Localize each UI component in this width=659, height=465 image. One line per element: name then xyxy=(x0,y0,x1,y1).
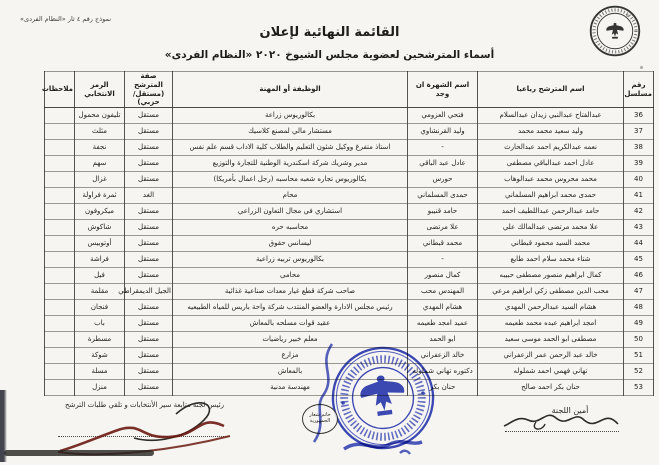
candidate-row xyxy=(45,268,654,284)
serial-cell: 43 xyxy=(624,220,654,236)
candidate-row xyxy=(45,140,654,156)
symbol-cell: باب xyxy=(75,316,125,332)
notes-cell xyxy=(45,204,75,220)
alias-cell: خالد الزعفراني xyxy=(408,348,478,364)
job-cell: مستشار مالي لمصنع كلاسيك xyxy=(173,124,408,140)
capacity-cell: الجيل الديمقراطي xyxy=(125,284,173,300)
symbol-cell: فراشة xyxy=(75,252,125,268)
notes-cell xyxy=(45,348,75,364)
alias-cell: دكتوره تهاني شملوله xyxy=(408,364,478,380)
serial-cell: 51 xyxy=(624,348,654,364)
scan-edge-artifact xyxy=(4,450,154,456)
header-serial: رقم مسلسل xyxy=(624,72,654,108)
alias-cell: محمد قبطاني xyxy=(408,236,478,252)
job-cell: مهندسة مدنية xyxy=(173,380,408,396)
job-cell: بكالوريوس تجاره شعبه محاسبه (رجل اعمال بأمريكا) xyxy=(173,172,408,188)
candidate-row xyxy=(45,316,654,332)
alias-cell: حمدى المسلماني xyxy=(408,188,478,204)
capacity-cell: مستقل xyxy=(125,332,173,348)
job-cell: بكالوريوس زراعة xyxy=(173,108,408,124)
candidate-row xyxy=(45,252,654,268)
symbol-cell: أوتوبيس xyxy=(75,236,125,252)
alias-cell: حورس xyxy=(408,172,478,188)
notes-cell xyxy=(45,188,75,204)
job-cell: معلم خبير رياضيات xyxy=(173,332,408,348)
job-cell: بالمعاش xyxy=(173,364,408,380)
symbol-cell: مسطرة xyxy=(75,332,125,348)
form-number-note: نموذج رقم ٤ ثار «النظام الفردى» xyxy=(20,15,112,23)
candidate-row xyxy=(45,188,654,204)
alias-cell: وليد القرنشاوي xyxy=(408,124,478,140)
blue-ink-scribble xyxy=(340,433,426,457)
candidate-name-cell: حامد عبدالرحمن عبداللطيف احمد xyxy=(478,204,624,220)
job-cell: رئيس مجلس الادارة والعضو المنتدب شركة واحة باريس للمياه الطبيعيه xyxy=(173,300,408,316)
symbol-cell: منزل xyxy=(75,380,125,396)
candidate-row xyxy=(45,300,654,316)
alias-cell: هشام المهدي xyxy=(408,300,478,316)
capacity-cell: مستقل xyxy=(125,316,173,332)
candidate-name-cell: مصطفى ابو الحمد موسى سعيد xyxy=(478,332,624,348)
notes-cell xyxy=(45,220,75,236)
symbol-cell: نجفة xyxy=(75,140,125,156)
serial-cell: 52 xyxy=(624,364,654,380)
job-cell: استشاري في مجال التعاون الزراعي xyxy=(173,204,408,220)
symbol-cell: شوكة xyxy=(75,348,125,364)
candidate-name-cell: حنان بكر احمد صالح xyxy=(478,380,624,396)
alias-cell: حامد قنيبو xyxy=(408,204,478,220)
capacity-cell: مستقل xyxy=(125,124,173,140)
symbol-cell: ثمرة فراولة xyxy=(75,188,125,204)
capacity-cell: مستقل xyxy=(125,236,173,252)
serial-cell: 36 xyxy=(624,108,654,124)
page-title: القائمة النهائية لإعلان xyxy=(259,25,400,40)
job-cell: محامى xyxy=(173,268,408,284)
candidate-name-cell: حمدى محمد ابراهيم المسلماني xyxy=(478,188,624,204)
notes-cell xyxy=(45,140,75,156)
serial-cell: 39 xyxy=(624,156,654,172)
capacity-cell: مستقل xyxy=(125,108,173,124)
capacity-cell: مستقل xyxy=(125,268,173,284)
serial-cell: 49 xyxy=(624,316,654,332)
header-notes: ملاحظات xyxy=(45,72,75,108)
header-job: الوظيفة أو المهنة xyxy=(173,72,408,108)
symbol-cell: مسلة xyxy=(75,364,125,380)
capacity-cell: مستقل xyxy=(125,252,173,268)
candidate-name-cell: كمال ابراهيم منصور مصطفى حبيبه xyxy=(478,268,624,284)
alias-cell: المهندس محب xyxy=(408,284,478,300)
capacity-cell: الغد xyxy=(125,188,173,204)
candidate-row xyxy=(45,284,654,300)
symbol-cell: ميكروفون xyxy=(75,204,125,220)
symbol-cell: فنجان xyxy=(75,300,125,316)
serial-cell: 47 xyxy=(624,284,654,300)
capacity-cell: مستقل xyxy=(125,140,173,156)
notes-cell xyxy=(45,380,75,396)
notes-cell xyxy=(45,268,75,284)
capacity-cell: مستقل xyxy=(125,348,173,364)
alias-cell: كمال منصور xyxy=(408,268,478,284)
notes-cell xyxy=(45,236,75,252)
alias-cell: فتحي العزومي xyxy=(408,108,478,124)
candidate-row xyxy=(45,108,654,124)
candidate-name-cell: تهاني فهمي احمد شملوله xyxy=(478,364,624,380)
candidate-row xyxy=(45,220,654,236)
job-cell: ليسانس حقوق xyxy=(173,236,408,252)
capacity-cell: مستقل xyxy=(125,300,173,316)
capacity-cell: مستقل xyxy=(125,156,173,172)
notes-cell xyxy=(45,108,75,124)
table-header-row xyxy=(45,72,654,108)
left-signature-title: رئيس لجنة متابعة سير الأنتخابات و تلقي طلبات الترشح xyxy=(64,401,225,409)
capacity-cell: مستقل xyxy=(125,364,173,380)
header-alias: اسم الشهرة ان وجد xyxy=(408,72,478,108)
job-cell: مزارع xyxy=(173,348,408,364)
alias-cell: عادل عبد الباقي xyxy=(408,156,478,172)
candidate-row xyxy=(45,156,654,172)
notes-cell xyxy=(45,156,75,172)
alias-cell: علا مرتضى xyxy=(408,220,478,236)
scan-speck xyxy=(626,14,629,17)
symbol-cell: مثلث xyxy=(75,124,125,140)
header-symbol: الرمز الانتخابي xyxy=(75,72,125,108)
candidate-name-cell: امجد ابراهيم عبده محمد طعيمه xyxy=(478,316,624,332)
serial-cell: 46 xyxy=(624,268,654,284)
serial-cell: 53 xyxy=(624,380,654,396)
job-cell: عقيد قوات مسلحه بالمعاش xyxy=(173,316,408,332)
notes-cell xyxy=(45,252,75,268)
candidate-name-cell: خالد عبد الرحمن عمر الزعفراني xyxy=(478,348,624,364)
notes-cell xyxy=(45,316,75,332)
symbol-cell: تليفون محمول xyxy=(75,108,125,124)
serial-cell: 40 xyxy=(624,172,654,188)
symbol-cell: فيل xyxy=(75,268,125,284)
candidate-name-cell: محب الدين مصطفى زكي ابراهيم مرعي xyxy=(478,284,624,300)
serial-cell: 37 xyxy=(624,124,654,140)
page-subtitle: أسماء المترشحين لعضوية مجلس الشيوخ ٢٠٢٠ «النظام الفردى» xyxy=(164,49,495,61)
symbol-cell: سهم xyxy=(75,156,125,172)
job-cell: بكالوريوس تربيه زراعية xyxy=(173,252,408,268)
serial-cell: 44 xyxy=(624,236,654,252)
job-cell: محام xyxy=(173,188,408,204)
candidate-name-cell: شتاء محمد سلام احمد طايع xyxy=(478,252,624,268)
serial-cell: 50 xyxy=(624,332,654,348)
candidate-row xyxy=(45,236,654,252)
job-cell: مدير وشريك شركة اسكندرية الوطنية للتجارة والتوزيع xyxy=(173,156,408,172)
right-signature-scribble xyxy=(500,400,626,440)
alias-cell: حنان بكر xyxy=(408,380,478,396)
alias-cell: ابو الحمد xyxy=(408,332,478,348)
notes-cell xyxy=(45,284,75,300)
serial-cell: 42 xyxy=(624,204,654,220)
scan-speck xyxy=(640,66,643,69)
candidate-name-cell: محمد محروس محمد عبدالوهاب xyxy=(478,172,624,188)
serial-cell: 41 xyxy=(624,188,654,204)
header-candidate-name: اسم المترشح رباعيا xyxy=(478,72,624,108)
notes-cell xyxy=(45,172,75,188)
alias-cell: - xyxy=(408,252,478,268)
symbol-cell: شاكوش xyxy=(75,220,125,236)
alias-cell: - xyxy=(408,140,478,156)
candidate-name-cell: محمد السيد محمود قبطاني xyxy=(478,236,624,252)
capacity-cell: مستقل xyxy=(125,172,173,188)
notes-cell xyxy=(45,332,75,348)
header-capacity: صفة المترشح (مستقل/حزبي) xyxy=(125,72,173,108)
candidate-row xyxy=(45,332,654,348)
serial-cell: 48 xyxy=(624,300,654,316)
candidate-row xyxy=(45,172,654,188)
capacity-cell: مستقل xyxy=(125,220,173,236)
serial-cell: 38 xyxy=(624,140,654,156)
candidate-name-cell: هشام السيد عبدالرحمن المهدي xyxy=(478,300,624,316)
symbol-cell: غزال xyxy=(75,172,125,188)
blue-ink-stroke xyxy=(300,340,342,446)
job-cell: صاحب شركة قطع غيار معدات صناعية غذائية xyxy=(173,284,408,300)
candidate-row xyxy=(45,124,654,140)
notes-cell xyxy=(45,124,75,140)
job-cell: استاذ متفرغ ووكيل شئون التعليم والطلاب كلية الاداب قسم علم نفس xyxy=(173,140,408,156)
seal-caption-stamp: خاتم شعار الجمهورية xyxy=(302,404,338,434)
alias-cell: عميد امجد طعيمه xyxy=(408,316,478,332)
symbol-cell: مقلمة xyxy=(75,284,125,300)
candidate-name-cell: عبدالفتاح عبدالنبي زيدان عبدالسلام xyxy=(478,108,624,124)
job-cell: محاسبه حره xyxy=(173,220,408,236)
candidate-name-cell: علا محمد مرتضى عبدالمالك علي xyxy=(478,220,624,236)
candidate-name-cell: نعمه عبدالكريم احمد عبدالحارث xyxy=(478,140,624,156)
right-signature-title: أمين اللجنة xyxy=(551,406,589,415)
notes-cell xyxy=(45,364,75,380)
candidate-name-cell: عادل احمد عبدالباقي مصطفى xyxy=(478,156,624,172)
candidate-row xyxy=(45,204,654,220)
serial-cell: 45 xyxy=(624,252,654,268)
candidate-name-cell: وليد سعيد محمد محمد xyxy=(478,124,624,140)
notes-cell xyxy=(45,300,75,316)
capacity-cell: مستقل xyxy=(125,380,173,396)
eagle-emblem-icon xyxy=(358,373,407,418)
capacity-cell: مستقل xyxy=(125,204,173,220)
